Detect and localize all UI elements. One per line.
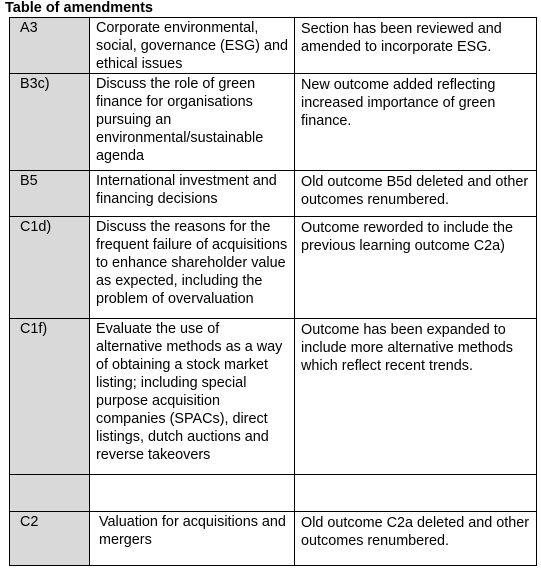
outcome-cell: [90, 512, 295, 566]
outcome-cell: [90, 18, 295, 74]
outcome-cell: [90, 217, 295, 319]
table-row: [10, 18, 537, 74]
outcome-text: Discuss the role of green finance for organisations pursuing an environmental/sustainable agenda: [96, 76, 264, 164]
change-cell: [295, 171, 537, 217]
reference-text: C1f): [20, 321, 48, 337]
outcome-text: Evaluate the use of alternative methods as a way of obtaining a stock market listing; including special purpose acquisition companies (SPACs), direct listings, dutch auctions and reverse takeovers: [96, 321, 283, 463]
reference-cell: [10, 475, 90, 512]
reference-text: C1d): [20, 219, 52, 235]
reference-text: A3: [20, 20, 38, 36]
table-row: [10, 217, 537, 319]
table-row: [10, 171, 537, 217]
outcome-cell: [90, 475, 295, 512]
change-text: Section has been reviewed and amended to incorporate ESG.: [301, 21, 502, 55]
change-text: Old outcome B5d deleted and other outcomes renumbered.: [301, 174, 529, 208]
change-cell: [295, 475, 537, 512]
change-text: New outcome added reflecting increased importance of green finance.: [301, 77, 496, 129]
outcome-cell: [90, 319, 295, 475]
outcome-cell: [90, 74, 295, 171]
change-cell: [295, 18, 537, 74]
outcome-text: Valuation for acquisitions and mergers: [99, 514, 286, 548]
amendments-table: [9, 17, 537, 566]
reference-text: B3c): [20, 76, 50, 92]
change-text: Outcome reworded to include the previous learning outcome C2a): [301, 220, 513, 254]
table-row: [10, 512, 537, 566]
change-text: Old outcome C2a deleted and other outcomes renumbered.: [301, 515, 530, 549]
reference-cell: [10, 171, 90, 217]
outcome-text: Discuss the reasons for the frequent failure of acquisitions to enhance shareholder value as expected, including the problem of overvaluation: [96, 219, 288, 307]
reference-cell: [10, 18, 90, 74]
table-row: [10, 74, 537, 171]
outcome-text: International investment and financing decisions: [96, 173, 277, 207]
reference-cell: [10, 74, 90, 171]
table-row: [10, 319, 537, 475]
outcome-cell: [90, 171, 295, 217]
table-title: Table of amendments: [5, 0, 153, 16]
outcome-text: Corporate environmental, social, governance (ESG) and ethical issues: [96, 20, 288, 72]
reference-cell: [10, 217, 90, 319]
reference-cell: [10, 319, 90, 475]
change-text: Outcome has been expanded to include more alternative methods which reflect recent trends.: [301, 322, 513, 374]
change-cell: [295, 74, 537, 171]
change-cell: [295, 319, 537, 475]
reference-text: B5: [20, 173, 38, 189]
change-cell: [295, 512, 537, 566]
reference-cell: [10, 512, 90, 566]
table-row: [10, 475, 537, 512]
reference-text: C2: [20, 514, 39, 530]
change-cell: [295, 217, 537, 319]
